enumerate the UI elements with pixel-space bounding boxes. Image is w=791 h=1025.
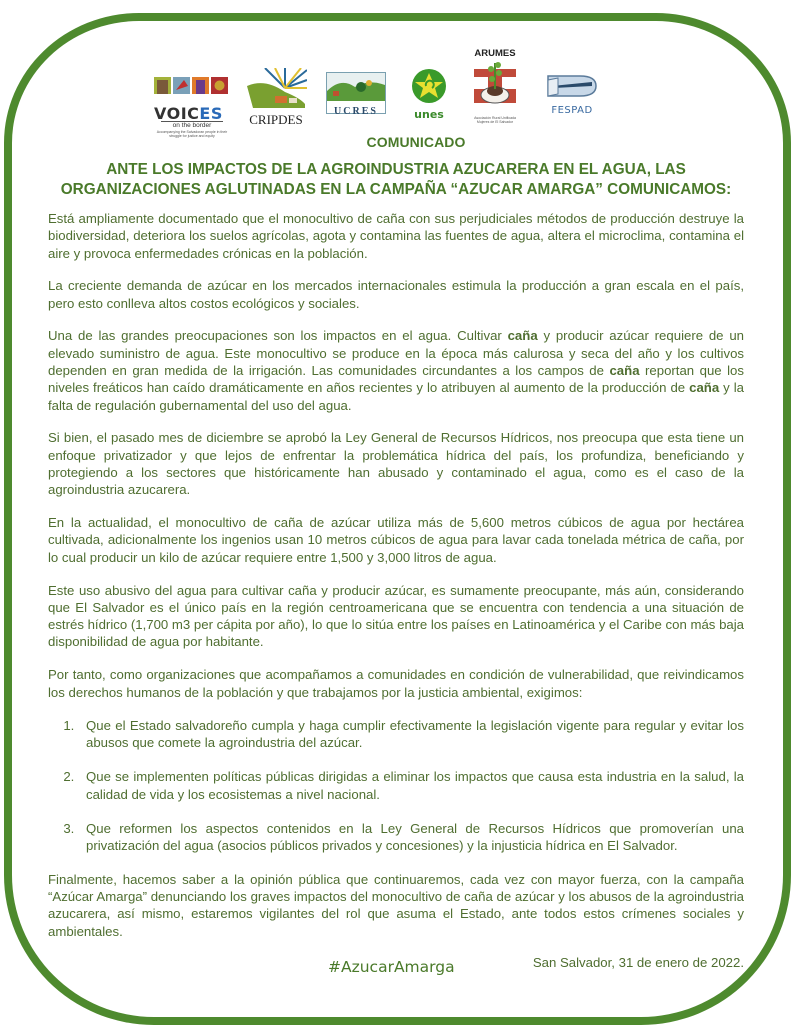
demand-item: 3. Que reformen los aspectos contenidos en la Ley General de Recursos Hídricos que promoverían una privatización del agua (asocios públicos privados y concesiones) y la injusticia hídrica en El Salvador. bbox=[78, 820, 744, 855]
paragraph-closing: Finalmente, hacemos saber a la opinión pública que continuaremos, cada vez con mayor fuerza, con la campaña “Azúcar Amarga” denunciando los graves impactos del monocultivo de caña de azúcar y los abusos de la agroindustria azucarera, así mismo, estaremos vigilantes del rol que asuma el Estado, ante todos estos crímenes sociales y ambientales. bbox=[48, 871, 744, 939]
voices-tagline: Accompanying the Salvadoran people in their struggle for justice and equity bbox=[156, 130, 228, 138]
logo-ucres bbox=[326, 72, 386, 117]
emphasis-cana: caña bbox=[507, 328, 538, 344]
logo-fespad bbox=[544, 72, 600, 114]
campaign-hashtag: #AzucarAmarga bbox=[328, 958, 455, 976]
ucres-landscape-icon bbox=[327, 73, 385, 101]
logo-arumes bbox=[468, 48, 522, 122]
paragraph-water-stress: Este uso abusivo del agua para cultivar caña y producir azúcar, es sumamente preocupante, más aún, considerando que El Salvador es el único país en la región centroamericana que se encuentra con tendencia a una situación de estrés hídrico (1,700 m3 per cápita por año), lo que lo sitúa entre los países en Latinoamérica y el Caribe con más baja disponibilidad de agua por habitante. bbox=[48, 582, 744, 650]
paragraph-monoculture: Está ampliamente documentado que el monocultivo de caña con sus perjudiciales métodos de producción destruye la biodiversidad, deteriora los suelos agrícolas, agota y contamina las fuentes de agua, altera el microclima, contamina el aire y provoca enfermedades crónicas en la población. bbox=[48, 211, 744, 261]
arumes-plant-hands-icon bbox=[468, 59, 522, 111]
paragraph-water-impacts: Una de las grandes preocupaciones son los impactos en el agua. Cultivar caña y producir azúcar requiere de un elevado suministro de agua. Este monocultivo se produce en la época más calurosa y seca del año y los cultivos dependen en gran medida de la irrigación. Las comunidades circundantes a los campos de caña reportan que los niveles freáticos han caído dramáticamente en años recientes y lo atribuyen al aumento de la producción de caña y la falta de regulación gubernamental del uso del agua. bbox=[48, 328, 745, 413]
unes-wordmark: unes bbox=[414, 108, 444, 121]
arumes-wordmark: ARUMES bbox=[474, 48, 516, 59]
fespad-wordmark: FESPAD bbox=[551, 105, 593, 116]
demands-list bbox=[48, 717, 744, 855]
ucres-wordmark: UCRES bbox=[334, 106, 378, 117]
document-label: COMUNICADO bbox=[366, 134, 466, 150]
cripdes-landscape-icon bbox=[245, 68, 307, 108]
communique-body bbox=[48, 134, 744, 970]
paragraph-water-law: Si bien, el pasado mes de diciembre se aprobó la Ley General de Recursos Hídricos, nos preocupa que esta tiene un enfoque privatizador y que lejos de enfrentar la problemática hídrica del país, los profundiza, beneficiando y protegiendo a los sectores que históricamente han abusado y contaminado el agua, como es el caso de la agroindustria azucarera. bbox=[48, 430, 744, 498]
voices-subtitle: on the border bbox=[161, 121, 223, 130]
emphasis-cana: caña bbox=[609, 363, 640, 379]
voices-wordmark: VOICES bbox=[154, 104, 223, 123]
logo-voices bbox=[154, 74, 230, 136]
fespad-emblem-icon bbox=[544, 72, 600, 100]
logo-cripdes bbox=[245, 68, 307, 127]
paragraph-demand: La creciente demanda de azúcar en los mercados internacionales estimula la producción a gran escala en el país, pero esto conlleva altos costos ecológicos y sociales. bbox=[48, 278, 744, 311]
arumes-tagline: Asociación Rural Unificada Mujeres de El Salvador bbox=[474, 116, 516, 124]
emphasis-cana: caña bbox=[689, 380, 720, 396]
logo-strip bbox=[150, 48, 610, 138]
demand-item: 2. Que se implementen políticas públicas dirigidas a eliminar los impactos que causa esta industria en la salud, la calidad de vida y los ecosistemas a nivel nacional. bbox=[78, 768, 744, 803]
paragraph-demands-intro: Por tanto, como organizaciones que acompañamos a comunidades en condición de vulnerabilidad, que reivindicamos los derechos humanos de la población y que trabajamos por la justicia ambiental, exigimos: bbox=[48, 667, 744, 700]
place-date: San Salvador, 31 de enero de 2022. bbox=[532, 955, 744, 971]
logo-unes bbox=[408, 68, 450, 120]
cripdes-wordmark: CRIPDES bbox=[249, 112, 303, 127]
unes-star-icon bbox=[408, 68, 450, 104]
voices-photo-tiles-icon bbox=[154, 74, 230, 104]
document-headline: ANTE LOS IMPACTOS DE LA AGROINDUSTRIA AZUCARERA EN EL AGUA, LAS ORGANIZACIONES AGLUTINADAS EN LA CAMPAÑA “AZUCAR AMARGA” COMUNICAMOS: bbox=[60, 161, 732, 198]
paragraph-water-usage: En la actualidad, el monocultivo de caña de azúcar utiliza más de 5,600 metros cúbicos de agua por hectárea cultivada, adicionalmente los ingenios usan 10 metros cúbicos de agua para lavar cada tonelada métrica de caña, por lo cual producir un kilo de azúcar requiere entre 1,500 y 3,000 litros de agua. bbox=[48, 515, 744, 565]
demand-item: 1. Que el Estado salvadoreño cumpla y haga cumplir efectivamente la legislación vigente para regular y evitar los abusos que comete la agroindustria del azúcar. bbox=[78, 717, 744, 752]
